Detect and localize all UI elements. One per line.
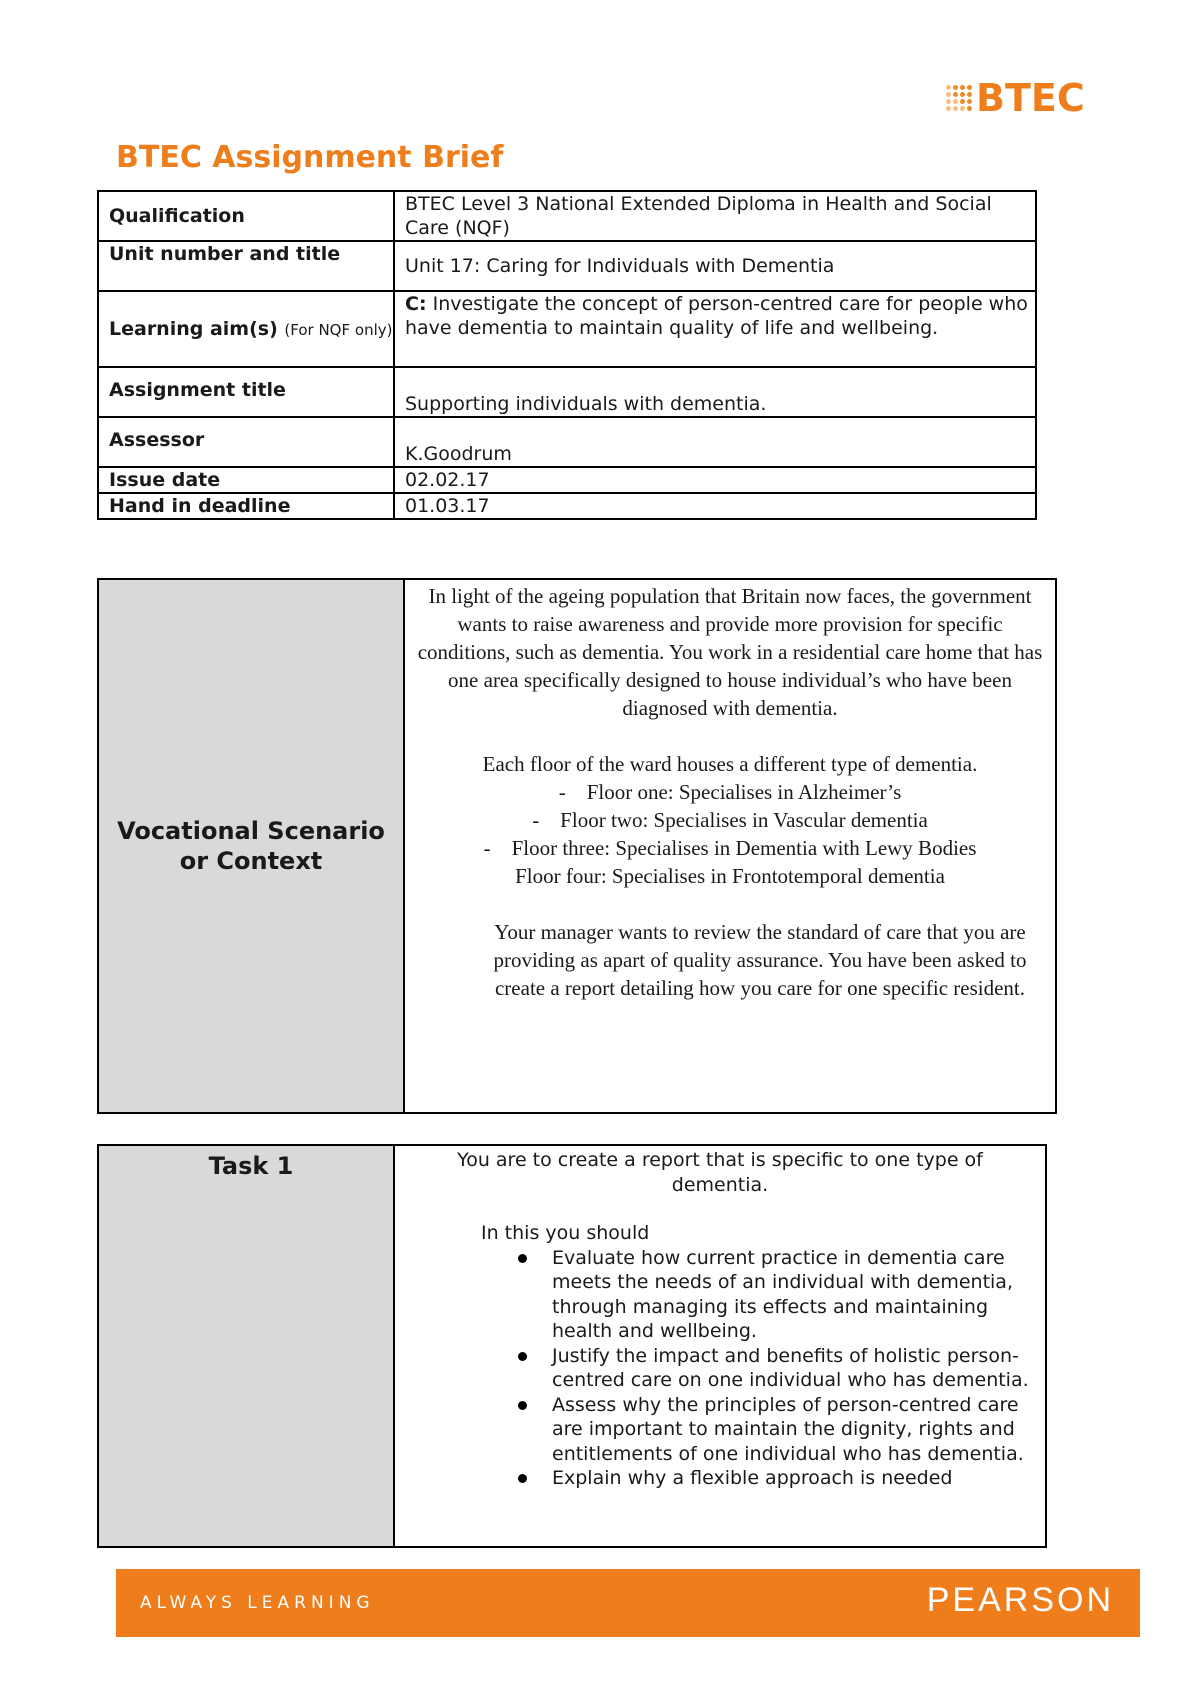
list-item	[552, 1344, 1035, 1393]
btec-logo-text: BTEC	[976, 76, 1085, 120]
assignment-title-value: Supporting individuals with dementia.	[394, 367, 1036, 417]
task1-row	[98, 1145, 1046, 1547]
task1-intro: You are to create a report that is specific to one type of dementia.	[457, 1149, 983, 1196]
page-title: BTEC Assignment Brief	[116, 140, 504, 175]
pearson-logo: PEARSON	[926, 1581, 1114, 1619]
task1-content	[394, 1145, 1046, 1547]
learning-aim-code: C:	[405, 293, 427, 315]
unit-label: Unit number and title	[98, 241, 394, 291]
floor-item: - Floor one: Specialises in Alzheimer’s	[558, 780, 902, 804]
bullet-icon	[518, 1352, 527, 1361]
list-item	[552, 1246, 1035, 1344]
deadline-label: Hand in deadline	[98, 493, 394, 519]
assignment-title-row	[98, 367, 1036, 417]
learning-aim-value: Investigate the concept of person-centred care for people who have dementia to maintain quality of life and wellbeing.	[405, 293, 1028, 339]
issue-date-value: 02.02.17	[394, 467, 1036, 493]
btec-logo	[946, 72, 1106, 124]
unit-value: Unit 17: Caring for Individuals with Dementia	[394, 241, 1036, 291]
scenario-row	[98, 579, 1056, 1113]
learning-aim-label-cell	[98, 291, 394, 367]
issue-date-row	[98, 467, 1036, 493]
floor-item: - Floor two: Specialises in Vascular dementia	[532, 808, 928, 832]
deadline-row	[98, 493, 1036, 519]
btec-logo-dots-icon	[946, 85, 972, 111]
qualification-label: Qualification	[98, 191, 394, 241]
scenario-paragraph-3: Your manager wants to review the standard of care that you are providing as apart of quality assurance. You have been asked to create a report detailing how you care for one specific resident.	[493, 920, 1027, 1000]
scenario-paragraph-2: Each floor of the ward houses a different type of dementia.	[482, 752, 978, 776]
learning-aim-note: (For NQF only)	[284, 320, 393, 339]
scenario-content	[404, 579, 1056, 1113]
bullet-text: Evaluate how current practice in dementia care meets the needs of an individual with dementia, through managing its effects and maintaining health and wellbeing.	[552, 1246, 1013, 1342]
bullet-text: Explain why a flexible approach is needed	[552, 1467, 953, 1489]
learning-aim-row	[98, 291, 1036, 367]
bullet-icon	[518, 1254, 527, 1263]
task1-bullet-list	[405, 1246, 1035, 1491]
issue-date-label: Issue date	[98, 467, 394, 493]
scenario-table	[97, 578, 1057, 1114]
learning-aim-value-cell	[394, 291, 1036, 367]
assignment-info-table	[97, 190, 1037, 520]
footer-banner	[116, 1569, 1140, 1637]
task1-label: Task 1	[98, 1145, 394, 1547]
assignment-title-label: Assignment title	[98, 367, 394, 417]
bullet-icon	[518, 1401, 527, 1410]
task1-should: In this you should	[481, 1222, 650, 1244]
deadline-value: 01.03.17	[394, 493, 1036, 519]
list-item	[552, 1466, 1035, 1491]
floor-item: - Floor three: Specialises in Dementia with Lewy Bodies	[483, 836, 977, 860]
footer-tagline: ALWAYS LEARNING	[140, 1593, 375, 1613]
assessor-row	[98, 417, 1036, 467]
list-item	[552, 1393, 1035, 1467]
qualification-value: BTEC Level 3 National Extended Diploma in Health and Social Care (NQF)	[394, 191, 1036, 241]
bullet-text: Justify the impact and benefits of holistic person-centred care on one individual who has dementia.	[552, 1344, 1029, 1391]
scenario-label: Vocational Scenario or Context	[98, 579, 404, 1113]
assessor-label: Assessor	[98, 417, 394, 467]
scenario-paragraph-1: In light of the ageing population that Britain now faces, the government wants to raise awareness and provide more provision for specific conditions, such as dementia. You work in a residential care home that has one area specifically designed to house individual’s who have been diagnosed with dementia.	[417, 584, 1043, 720]
assessor-value: K.Goodrum	[394, 417, 1036, 467]
learning-aim-label: Learning aim(s)	[109, 317, 278, 340]
bullet-text: Assess why the principles of person-centred care are important to maintain the dignity, rights and entitlements of one individual who has dementia.	[552, 1393, 1024, 1465]
qualification-row	[98, 191, 1036, 241]
unit-row	[98, 241, 1036, 291]
bullet-icon	[518, 1474, 527, 1483]
floor-item: Floor four: Specialises in Frontotemporal dementia	[515, 864, 945, 888]
task-table	[97, 1144, 1047, 1548]
